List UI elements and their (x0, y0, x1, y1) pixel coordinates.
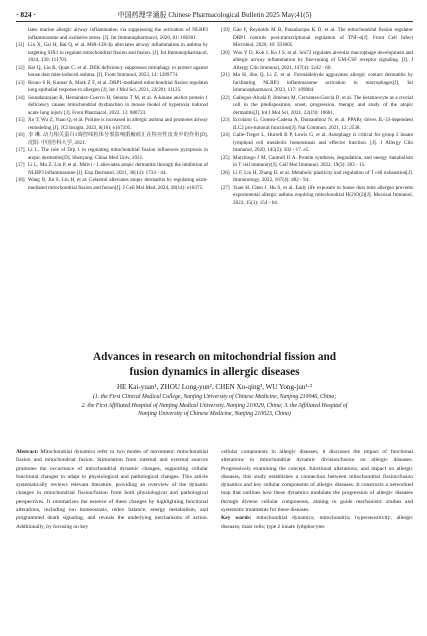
running-header (16, 9, 413, 22)
reference-text: Xu T, Wu Z, Yuan Q, et al. Proline is increased in allergic asthma and promotes airway remodeling [J]. JCI Insight, 2023, 8(16): e167395. (28, 117, 208, 131)
reference-text: Yuan H, Chen J, Hu S, et al. Early life exposure to house dust mite allergen prevents experimental allergic asthma requiring mitochondrial H(2)O(2)[J]. Mucosal Immunol, 2022, 15(1): 154 - 64. (233, 184, 413, 206)
reference-text: Woo Y D, Koh J, Ko J S, et al. Sm72 regulates alveolar macrophage development and allergic airway inflammation by fine-tuning of GM-CSF receptor signaling. [J]. J Allergy Clin Immunol, 2021, 147(4): 1242 - 60. (233, 49, 413, 71)
keywords-text: mitochondrial dynamics; mitochondria; hypersensitivity; allergic diseases; mast cells; type 2 innate lymphocytes (221, 515, 413, 530)
reference-number: [18] (16, 177, 25, 184)
reference-number: [13] (16, 79, 25, 86)
reference-entry (221, 155, 413, 170)
reference-number: [15] (16, 117, 25, 124)
reference-number: [11] (16, 42, 25, 49)
article-header (16, 350, 413, 419)
references-right-column (221, 27, 413, 343)
reference-entry (16, 42, 208, 65)
abstract-paragraph (16, 448, 208, 531)
title-line-2: fusion dynamics in allergic diseases (129, 365, 300, 378)
reference-entry (221, 95, 413, 118)
reference-text: Marchingo J M, Cantrell D A. Protein synthesis, degradation, and energy metabolism in T cell immunity[J]. Cell Mol Immunol, 2022, 19(3): 303 - 15. (233, 154, 413, 169)
reference-number: [24] (221, 132, 230, 139)
reference-number: [16] (16, 132, 25, 139)
abstract-label: Abstract: (16, 449, 39, 455)
reference-entry (16, 65, 208, 80)
reference-text: Li F, Liu H, Zhang D, et al. Metabolic plasticity and regulation of T cell exhaustion[J]. Immunology, 2022, 167(4): 482 - 94. (233, 169, 413, 184)
reference-text: lates murine allergic airway inflammation via suppressing the activation of NLRP3 inflammasome and oxidative stress. [J]. Int Immunopharmacol, 2020, 81: 106301. (28, 27, 208, 41)
reference-entry (16, 95, 208, 118)
keywords-label: Key words: (221, 515, 252, 522)
author-list: HE Kai-yuan¹, ZHOU Long-yun², CHEN Xu-qing³, WU Yong-jun¹·³ (116, 383, 313, 391)
reference-text: Wang D, Jin S, Liu H, et al. Celastrol alleviates atopic dermatitis by regulating ezrin-mediated mitochondrial fission and fusion[J]. J Cell Mol Med, 2024, 28(14): e18375. (28, 177, 208, 191)
reference-text: Li L, Mu Z, Liu P, et al. Mdivi - 1 alleviates atopic dermatitis through the inhibition of NLRP3 inflammasome [J]. Exp Dermatol, 2021, 30(12): 1734 - 44. (28, 162, 208, 176)
reference-text: Gallegos-Alcalá P, Jiménez M, Cervantes-García D, et al. The keratinocyte as a crucial cell in the predisposition, onset, progression, therapy and study of the atopic dermatitis[J]. Int J Mol Sci, 2021, 22(19): 10661. (233, 94, 413, 116)
reference-entry (221, 170, 413, 185)
reference-number: [14] (16, 94, 25, 101)
reference-number: [25] (221, 154, 230, 161)
reference-text: Gao F, Reynolds M B, Passalacqua K D, et al. The mitochondrial fission regulator DRP1 controls post-transcriptional regulation of TNF-α[J]. Front Cell Infect Microbiol, 2020, 10: 593805. (233, 27, 413, 49)
abstract-text-right: cellular components in allergic diseases, it discusses the impact of functional alterations in mitochondrial dynamic division/fusion on allergic diseases. Progressively examining the concept, functional alterations, and impact on allergic diseases, this study establishes a connection between mitochondrial fission/fusion dynamics and key cellular components of allergic diseases. It constructs a networked map that outlines how these dynamics modulate the progression of allergic diseases through diverse cellular components, aiming to guide mechanistic studies and systematic treatments for these diseases. (221, 449, 413, 514)
reference-entry (221, 117, 413, 132)
reference-entry (16, 177, 208, 192)
reference-entry (16, 80, 208, 95)
reference-number: [27] (221, 184, 230, 191)
reference-entry (221, 185, 413, 208)
reference-entry (16, 132, 208, 147)
reference-text: Ercolano G, Gomez-Cadena A, Dumauthioz N, et al. PPARγ drives IL-33-dependent ILC2 pro-tumoral functions[J]. Nat Commun, 2021, 12: 2538. (233, 117, 413, 131)
abstract-text-left: Mitochondrial dynamics refer to two modes of movement: mitochondrial fission and mitochondrial fusion. Stimulation from internal and external sources promotes the occurrence of mitochondrial dynamic changes, supporting cellular functional changes to adapt to physiological and pathological changes. This article systematically reviews relevant literature, providing an overview of the dynamic changes in mitochondrial fission/fusion from both physiological and pathological perspectives. It summarizes the essence of these changes by highlighting functional alterations, including ion homeostasis, redox balance, energy metabolism, and programmed death signaling, and reveals the underlying mechanisms of action. Additionally, by focusing on key (16, 449, 208, 530)
reference-entry (16, 162, 208, 177)
reference-number: [20] (221, 49, 230, 56)
reference-number: [26] (221, 169, 230, 176)
page-number: · 824 · (16, 10, 37, 19)
affiliation-line: Nanjing University of Chinese Medicine, Nanjing 210023, China) (138, 411, 291, 417)
abstract-right-column (221, 448, 413, 531)
reference-text: Liu X, Gai H, Bai Q, et al. MiR-128-3p alleviates airway inflammation in asthma by targeting SIX1 to regulate mitochondrial fission and fusion. [J]. Int Immunopharmacol, 2024, 130: 111703. (28, 42, 208, 64)
reference-text: Bai Q, Liu B, Quan C, et al. DEK deficiency suppresses mitophagy to protect against house dust mite-induced asthma. [J]. Front Immunol, 2023, 14: 1289774. (28, 64, 208, 79)
reference-entry (16, 147, 208, 162)
references-left-column (16, 27, 208, 343)
reference-number: [19] (221, 27, 230, 33)
affiliation-line: 2. the First Affiliated Hospital of Nanjing Medical University, Nanjing 210029, China; 3. the Affiliated Hospital of (81, 402, 348, 409)
keywords-paragraph (221, 514, 413, 531)
journal-title: 中国药理学通报 Chinese Pharmacological Bulletin 2025 May;41(5) (117, 11, 312, 19)
reference-text: Bruno S R, Kumar A, Mark Z F, et al. DRP1-mediated mitochondrial fission regulates lung epithelial response to allergen [J]. Int J Mol Sci, 2021, 22(20): 11125. (28, 79, 208, 94)
abstract-left-column (16, 448, 208, 531)
article-title (16, 350, 413, 379)
reference-text: Soundararajan R, Hernández-Cuervo H, Stearns T M, et al. A-kinase anchor protein 1 deficiency causes mitochondrial dysfunction in mouse model of hyperoxia induced acute lung injury [J]. Front Pharmacol, 2022, 13: 980723. (28, 94, 208, 116)
reference-number: [17] (16, 162, 25, 169)
reference-number: [17] (16, 147, 25, 154)
reference-text: Li L. The role of Drp 1 in regulating mitochondrial fission influences pyroptosis in atopic dermatitis[D]. Shenyang: China Med Univ, 2021. (28, 147, 208, 161)
references-section (16, 27, 413, 343)
title-line-1: Advances in research on mitochondrial fission and (92, 351, 337, 363)
reference-text: Ma H, Shu Q, Li Z, et al. Formaldehyde aggravates allergic contact dermatitis by facilitating NLRP3 inflammasome activation in macrophages[J]. Int Immunopharmacol, 2023, 117: 109904. (233, 72, 413, 94)
reference-entry (221, 132, 413, 155)
abstract-section (16, 448, 413, 634)
reference-entry (221, 72, 413, 95)
reference-number: [22] (221, 94, 230, 101)
reference-text: 李 琳. 动力相关蛋白1调控线粒体分裂影响肌瘢痕汇在特应性皮炎中的作用[D]. 沈阳: 中国医科大学, 2021. (28, 132, 208, 146)
affiliation-line: (1. the First Clinical Medical College, Nanjing University of Chinese Medicine, Nanjing 210046, China; (92, 394, 337, 400)
reference-entry (16, 27, 208, 42)
reference-entry (221, 27, 413, 50)
reference-text: Galle-Treger L, Hurrell B P, Lewis G, et al. Autophagy is critical for group 2 innate lymphoid cell metabolic homeostasis and effector function. [J]. J Allergy Clin Immunol, 2020, 145(2): 502 - 17. e5. (233, 132, 413, 154)
reference-entry (221, 50, 413, 73)
reference-entry (16, 117, 208, 132)
reference-number: [21] (221, 72, 230, 79)
reference-number: [12] (16, 64, 25, 71)
reference-number: [23] (221, 117, 230, 124)
affiliations (16, 393, 413, 419)
